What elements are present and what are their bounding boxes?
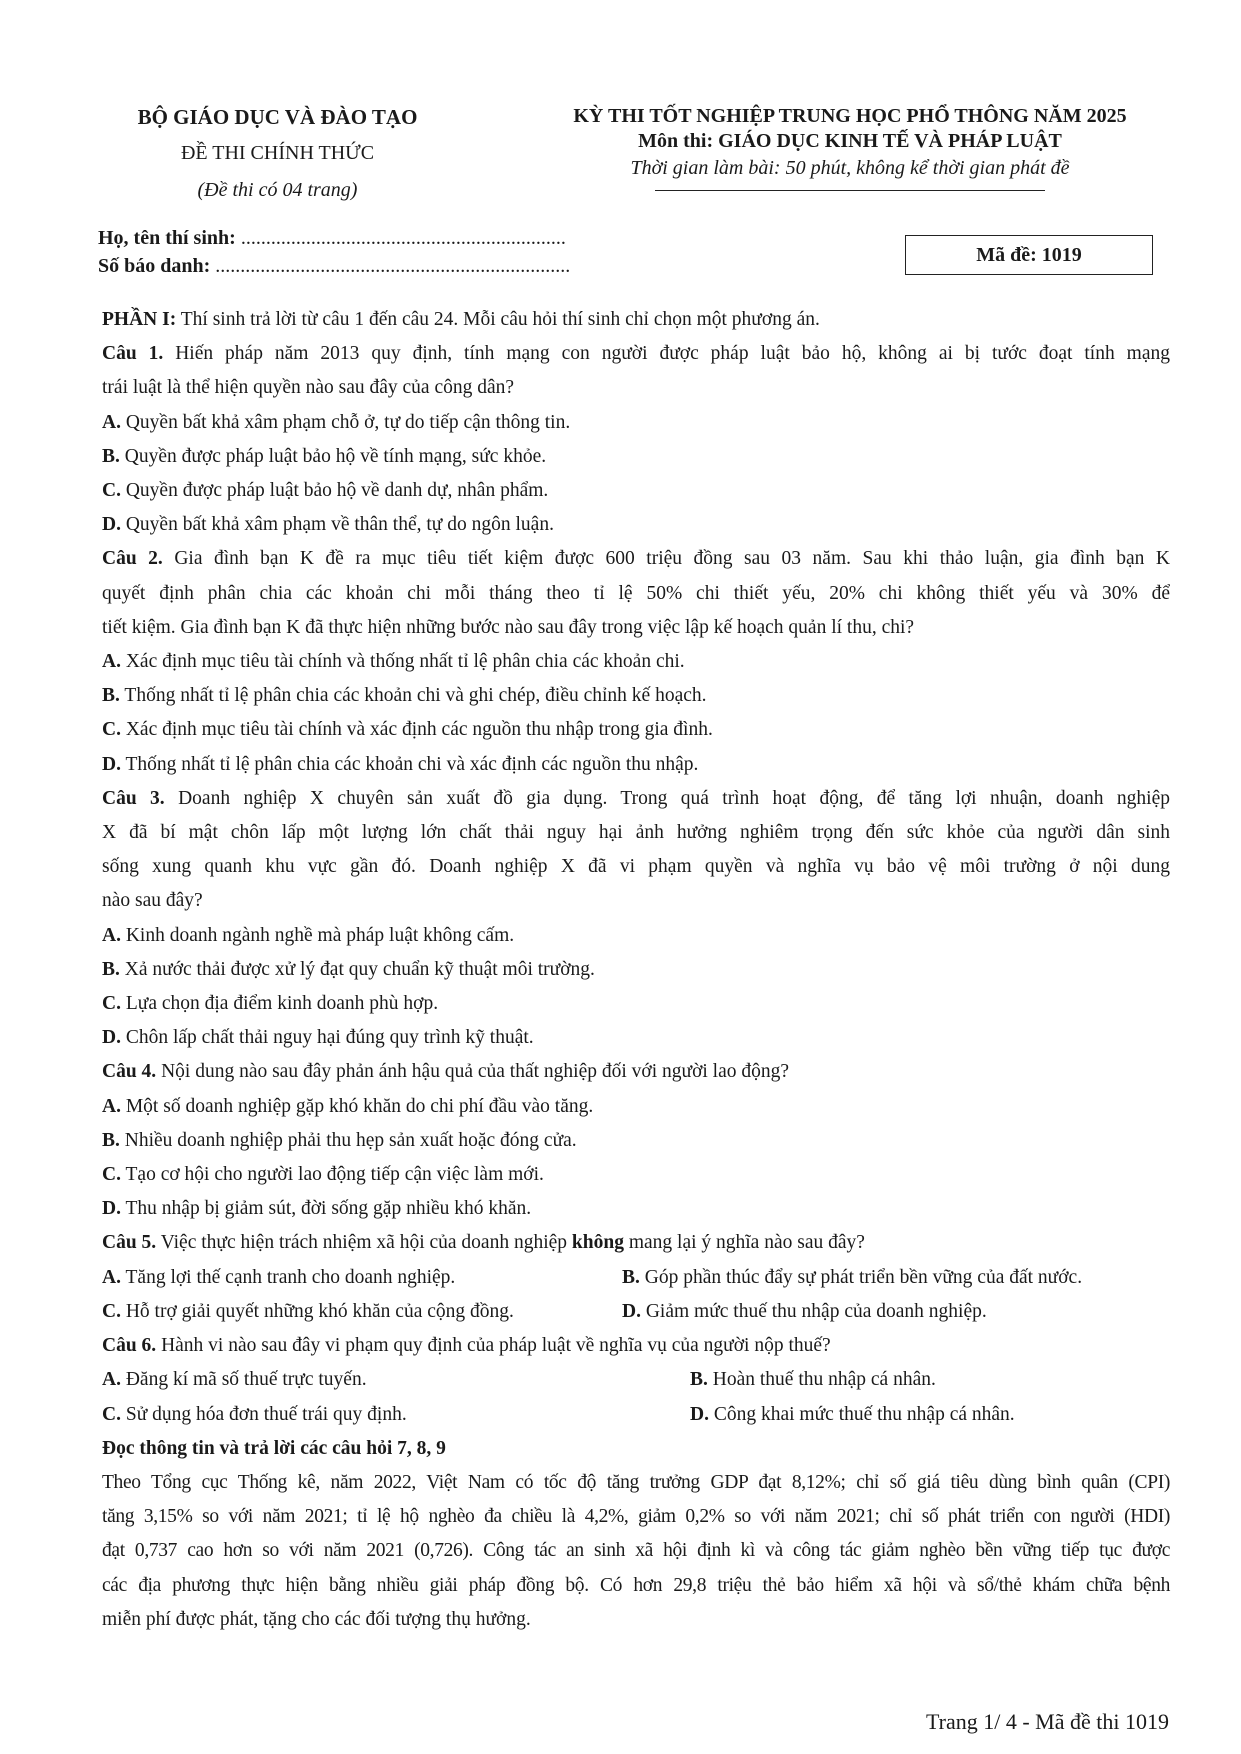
question-1-stem [102,337,1170,371]
question-text: Gia đình bạn K đề ra mục tiêu tiết kiệm được 600 triệu đồng sau 03 năm. Sau khi thảo luận, gia đình bạn K [174,548,1170,570]
page-count-note: (Đề thi có 04 trang) [197,179,358,201]
question-1-option-a [102,406,1170,440]
option-text: Quyền bất khả xâm phạm chỗ ở, tự do tiếp cận thông tin. [125,411,571,433]
question-1-option-c [102,474,1170,508]
option-letter: A. [102,924,121,946]
option-text: Hỗ trợ giải quyết những khó khăn của cộng đồng. [125,1300,514,1322]
page-footer: Trang 1/ 4 - Mã đề thi 1019 [925,1709,1169,1734]
question-4-stem [102,1055,1170,1089]
exam-code-box [905,235,1153,275]
option-letter: B. [102,685,120,707]
question-3-stem [102,782,1170,816]
question-label: Câu 3. [102,787,165,809]
candidate-name-line [98,227,566,250]
option-text: Chôn lấp chất thải nguy hại đúng quy trình kỹ thuật. [125,1027,534,1049]
question-6-option-c [102,1398,690,1432]
question-4-option-a [102,1090,1170,1124]
question-text: Doanh nghiệp X chuyên sản xuất đồ gia dụng. Trong quá trình hoạt động, để tăng lợi nhuận, doanh nghiệp [178,787,1170,809]
option-text: Tăng lợi thế cạnh tranh cho doanh nghiệp. [125,1266,456,1288]
option-letter: A. [102,1369,121,1391]
option-letter: A. [102,411,121,433]
ministry-name: BỘ GIÁO DỤC VÀ ĐÀO TẠO [137,105,418,129]
option-text: Quyền được pháp luật bảo hộ về tính mạng, sức khỏe. [124,445,547,467]
question-6-options-cd [102,1398,1170,1432]
question-label: Câu 6. [102,1335,157,1357]
candidate-id-dots: ....................................................................... [215,255,571,277]
question-label: Câu 5. [102,1232,157,1254]
question-5-options-cd [102,1295,1170,1329]
option-letter: B. [102,1129,120,1151]
question-5-option-d [622,1295,987,1329]
option-letter: B. [102,958,120,980]
question-5-option-c [102,1295,622,1329]
question-text: mang lại ý nghĩa nào sau đây? [628,1232,865,1254]
option-text: Quyền được pháp luật bảo hộ về danh dự, nhân phẩm. [125,480,549,502]
question-5-stem [102,1226,1170,1260]
question-3-option-c [102,987,1170,1021]
question-label: Câu 2. [102,548,163,570]
question-2-stem-cont: quyết định phân chia các khoản chi mỗi tháng theo tỉ lệ 50% chi thiết yếu, 20% chi không thiết yếu và 30% để [102,582,1170,604]
option-text: Sử dụng hóa đơn thuế trái quy định. [125,1403,407,1425]
part-label: PHẦN I: [102,309,177,330]
question-6-option-a [102,1363,690,1397]
option-letter: D. [102,514,121,536]
option-letter: D. [102,753,121,775]
option-text: Thống nhất tỉ lệ phân chia các khoản chi và ghi chép, điều chỉnh kế hoạch. [124,685,707,707]
time-underline [655,190,1045,191]
option-letter: C. [102,719,121,741]
header-right [530,105,1170,183]
question-3-option-b [102,953,1170,987]
question-text: Hành vi nào sau đây vi phạm quy định của pháp luật về nghĩa vụ của người nộp thuế? [161,1335,831,1357]
reading-title: Đọc thông tin và trả lời các câu hỏi 7, 8, 9 [102,1437,446,1459]
question-3-option-a [102,919,1170,953]
question-text: Việc thực hiện trách nhiệm xã hội của doanh nghiệp [160,1232,568,1254]
exam-code: Mã đề: 1019 [976,243,1082,266]
question-2-option-b [102,679,1170,713]
option-text: Nhiều doanh nghiệp phải thu hẹp sản xuất hoặc đóng cửa. [124,1129,577,1151]
question-label: Câu 1. [102,343,164,365]
question-2-stem [102,542,1170,576]
option-text: Góp phần thúc đẩy sự phát triển bền vững của đất nước. [644,1266,1083,1288]
question-5-option-b [622,1261,1082,1295]
question-text: Hiến pháp năm 2013 quy định, tính mạng con người được pháp luật bảo hộ, không ai bị tước đoạt tính mạng [175,343,1170,365]
option-letter: D. [690,1403,709,1425]
question-2-option-d [102,748,1170,782]
option-letter: A. [102,651,121,673]
option-text: Đăng kí mã số thuế trực tuyến. [125,1369,367,1391]
reading-line: đạt 0,737 cao hơn so với năm 2021 (0,726). Công tác an sinh xã hội định kì và công tác giảm nghèo bền vững tiếp tục được [102,1540,1170,1562]
question-3-option-d [102,1021,1170,1055]
option-letter: C. [102,1300,121,1322]
option-letter: B. [622,1266,640,1288]
option-text: Lựa chọn địa điểm kinh doanh phù hợp. [125,993,439,1015]
option-letter: D. [102,1198,121,1220]
candidate-id-line [98,255,570,278]
candidate-name-label: Họ, tên thí sinh: [98,227,236,249]
reading-line: Theo Tổng cục Thống kê, năm 2022, Việt Nam có tốc độ tăng trưởng GDP đạt 8,12%; chỉ số giá tiêu dùng bình quân (CPI) [102,1471,1170,1493]
exam-title: KỲ THI TỐT NGHIỆP TRUNG HỌC PHỔ THÔNG NĂM 2025 [573,105,1127,127]
option-text: Kinh doanh ngành nghề mà pháp luật không cấm. [125,924,515,946]
option-letter: B. [102,445,120,467]
option-text: Xác định mục tiêu tài chính và xác định các nguồn thu nhập trong gia đình. [125,719,713,741]
option-text: Xả nước thải được xử lý đạt quy chuẩn kỹ thuật môi trường. [124,958,595,980]
question-6-option-b [690,1363,936,1397]
question-4-option-b [102,1124,1170,1158]
candidate-id-label: Số báo danh: [98,255,211,277]
time-note: Thời gian làm bài: 50 phút, không kể thời gian phát đề [630,157,1070,179]
option-letter: D. [622,1300,641,1322]
option-text: Tạo cơ hội cho người lao động tiếp cận việc làm mới. [125,1164,544,1186]
question-5-options-ab [102,1261,1170,1295]
question-label: Câu 4. [102,1061,157,1083]
question-1-stem-cont: trái luật là thể hiện quyền nào sau đây của công dân? [102,377,515,399]
question-3-stem-cont: nào sau đây? [102,890,203,912]
official-label: ĐỀ THI CHÍNH THỨC [180,142,375,164]
exam-content [102,303,1170,1637]
option-text: Một số doanh nghiệp gặp khó khăn do chi phí đầu vào tăng. [125,1095,594,1117]
option-letter: A. [102,1095,121,1117]
question-text: Nội dung nào sau đây phản ánh hậu quả của thất nghiệp đối với người lao động? [161,1061,790,1083]
option-text: Xác định mục tiêu tài chính và thống nhất tỉ lệ phân chia các khoản chi. [125,651,685,673]
part-text: Thí sinh trả lời từ câu 1 đến câu 24. Mỗi câu hỏi thí sinh chỉ chọn một phương án. [180,309,820,330]
question-1-option-b [102,440,1170,474]
subject-title: Môn thi: GIÁO DỤC KINH TẾ VÀ PHÁP LUẬT [638,130,1062,152]
question-4-option-c [102,1158,1170,1192]
option-text: Hoàn thuế thu nhập cá nhân. [712,1369,936,1391]
option-text: Quyền bất khả xâm phạm về thân thể, tự do ngôn luận. [125,514,554,536]
question-2-stem-cont: tiết kiệm. Gia đình bạn K đã thực hiện những bước nào sau đây trong việc lập kế hoạch quản lí thu, chi? [102,616,915,638]
option-text: Thu nhập bị giảm sút, đời sống gặp nhiều khó khăn. [125,1198,532,1220]
question-4-option-d [102,1192,1170,1226]
option-letter: C. [102,1164,121,1186]
question-emphasis: không [571,1232,624,1254]
reading-line: miễn phí được phát, tặng cho các đối tượng thụ hưởng. [102,1608,531,1630]
option-text: Giảm mức thuế thu nhập của doanh nghiệp. [645,1300,987,1322]
question-6-option-d [690,1398,1015,1432]
option-letter: B. [690,1369,708,1391]
option-letter: C. [102,993,121,1015]
header-left [110,105,445,202]
option-letter: C. [102,480,121,502]
option-letter: A. [102,1266,121,1288]
option-text: Công khai mức thuế thu nhập cá nhân. [713,1403,1015,1425]
question-5-option-a [102,1261,622,1295]
question-2-option-c [102,713,1170,747]
candidate-name-dots: ................................................................. [240,227,566,249]
question-2-option-a [102,645,1170,679]
reading-line: tăng 3,15% so với năm 2021; tỉ lệ hộ nghèo đa chiều là 4,2%, giảm 0,2% so với năm 2021; chỉ số phát triển con người (HDI) [102,1506,1170,1528]
question-6-options-ab [102,1363,1170,1397]
option-letter: D. [102,1027,121,1049]
option-letter: C. [102,1403,121,1425]
part-instruction [102,303,1170,337]
option-text: Thống nhất tỉ lệ phân chia các khoản chi và xác định các nguồn thu nhập. [125,753,699,775]
question-1-option-d [102,508,1170,542]
question-3-stem-cont: sống xung quanh khu vực gần đó. Doanh nghiệp X đã vi phạm quyền và nghĩa vụ bảo vệ môi trường ở nội dung [102,856,1170,878]
reading-line: các địa phương thực hiện bằng nhiều giải pháp đồng bộ. Có hơn 29,8 triệu thẻ bảo hiểm xã hội và sổ/thẻ khám chữa bệnh [102,1574,1170,1596]
question-6-stem [102,1329,1170,1363]
question-3-stem-cont: X đã bí mật chôn lấp một lượng lớn chất thải nguy hại ảnh hưởng nghiêm trọng đến sức khỏe của người dân sinh [102,822,1170,844]
